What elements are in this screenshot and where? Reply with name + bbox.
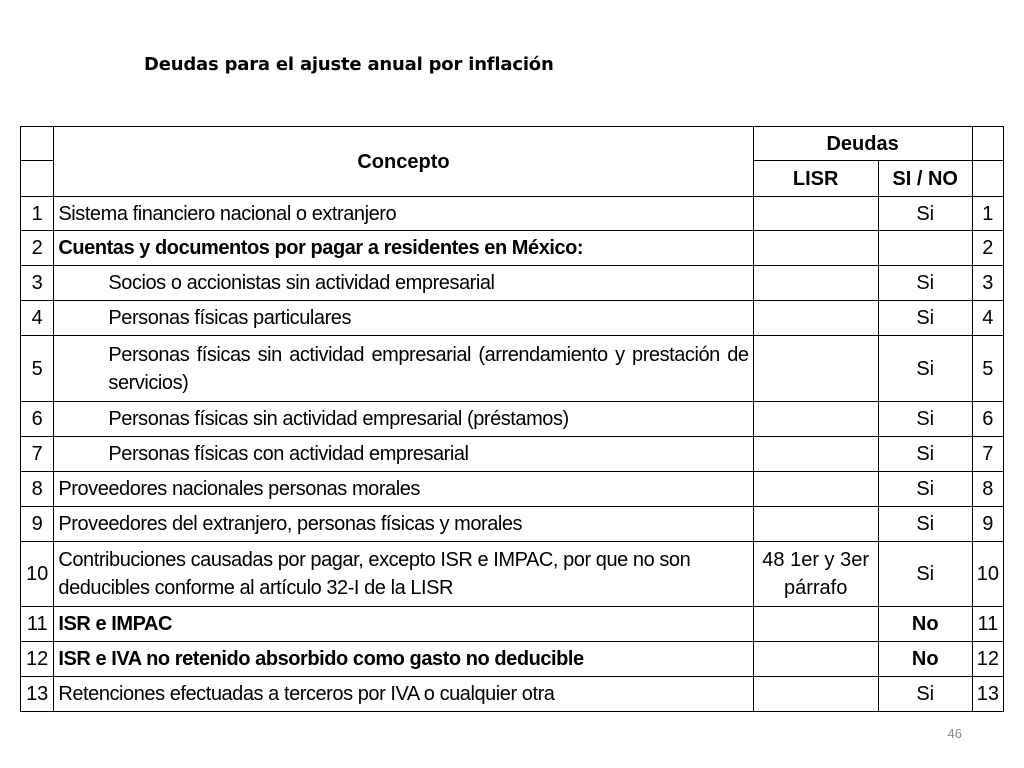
row-si-no: No [878, 607, 972, 642]
row-ref: 11 [972, 607, 1003, 642]
row-si-no: Si [878, 301, 972, 336]
row-lisr [753, 402, 878, 437]
row-ref: 13 [972, 677, 1003, 712]
row-si-no: Si [878, 472, 972, 507]
table-row [21, 301, 1004, 336]
row-ref: 8 [972, 472, 1003, 507]
row-concepto: Personas físicas sin actividad empresarial (arrendamiento y prestación de servicios) [54, 336, 753, 402]
row-number: 13 [21, 677, 54, 712]
row-si-no: Si [878, 677, 972, 712]
row-concepto: Proveedores nacionales personas morales [54, 472, 753, 507]
row-lisr [753, 301, 878, 336]
row-number: 10 [21, 542, 54, 607]
page-number: 46 [947, 726, 962, 741]
row-concepto: Socios o accionistas sin actividad empresarial [54, 266, 753, 301]
slide-title: Deudas para el ajuste anual por inflación [144, 54, 554, 75]
row-concepto: Sistema financiero nacional o extranjero [54, 197, 753, 231]
row-ref: 2 [972, 231, 1003, 266]
row-si-no: Si [878, 336, 972, 402]
header-lisr: LISR [753, 161, 878, 197]
row-concepto: ISR e IVA no retenido absorbido como gasto no deducible [54, 642, 753, 677]
row-concepto: ISR e IMPAC [54, 607, 753, 642]
row-concepto: Cuentas y documentos por pagar a residentes en México: [54, 231, 753, 266]
header-empty-cell [972, 127, 1003, 161]
row-concepto: Personas físicas sin actividad empresarial (préstamos) [54, 402, 753, 437]
row-si-no: Si [878, 197, 972, 231]
row-lisr [753, 437, 878, 472]
header-empty-cell [21, 161, 54, 197]
row-si-no: Si [878, 542, 972, 607]
row-ref: 9 [972, 507, 1003, 542]
header-deudas: Deudas [753, 127, 972, 161]
row-si-no: Si [878, 507, 972, 542]
row-number: 9 [21, 507, 54, 542]
row-number: 5 [21, 336, 54, 402]
deudas-table [20, 126, 1004, 712]
row-lisr [753, 266, 878, 301]
table-row [21, 231, 1004, 266]
row-lisr [753, 607, 878, 642]
row-si-no: Si [878, 437, 972, 472]
header-concepto: Concepto [54, 127, 753, 197]
row-lisr [753, 677, 878, 712]
row-ref: 3 [972, 266, 1003, 301]
row-concepto: Personas físicas particulares [54, 301, 753, 336]
row-lisr [753, 642, 878, 677]
row-ref: 12 [972, 642, 1003, 677]
header-empty-cell [972, 161, 1003, 197]
row-number: 12 [21, 642, 54, 677]
table-row [21, 437, 1004, 472]
table-row [21, 542, 1004, 607]
row-ref: 4 [972, 301, 1003, 336]
row-si-no [878, 231, 972, 266]
row-number: 4 [21, 301, 54, 336]
table-row [21, 507, 1004, 542]
header-si-no: SI / NO [878, 161, 972, 197]
row-ref: 7 [972, 437, 1003, 472]
row-number: 2 [21, 231, 54, 266]
header-empty-cell [21, 127, 54, 161]
table-row [21, 677, 1004, 712]
row-concepto: Contribuciones causadas por pagar, excepto ISR e IMPAC, por que no son deducibles conforme al artículo 32-I de la LISR [54, 542, 753, 607]
table-row [21, 266, 1004, 301]
row-lisr [753, 507, 878, 542]
row-number: 7 [21, 437, 54, 472]
row-number: 6 [21, 402, 54, 437]
row-lisr: 48 1er y 3er párrafo [753, 542, 878, 607]
row-number: 8 [21, 472, 54, 507]
row-concepto: Proveedores del extranjero, personas físicas y morales [54, 507, 753, 542]
row-ref: 6 [972, 402, 1003, 437]
row-ref: 5 [972, 336, 1003, 402]
row-ref: 1 [972, 197, 1003, 231]
row-concepto: Personas físicas con actividad empresarial [54, 437, 753, 472]
row-lisr [753, 472, 878, 507]
row-lisr [753, 336, 878, 402]
table-row [21, 642, 1004, 677]
table-row [21, 336, 1004, 402]
row-concepto: Retenciones efectuadas a terceros por IVA o cualquier otra [54, 677, 753, 712]
row-ref: 10 [972, 542, 1003, 607]
row-si-no: Si [878, 402, 972, 437]
row-number: 3 [21, 266, 54, 301]
row-number: 1 [21, 197, 54, 231]
header-row-1 [21, 127, 1004, 161]
row-number: 11 [21, 607, 54, 642]
table-row [21, 402, 1004, 437]
row-si-no: No [878, 642, 972, 677]
row-lisr [753, 231, 878, 266]
table-row [21, 197, 1004, 231]
table-row [21, 607, 1004, 642]
row-si-no: Si [878, 266, 972, 301]
table-row [21, 472, 1004, 507]
row-lisr [753, 197, 878, 231]
